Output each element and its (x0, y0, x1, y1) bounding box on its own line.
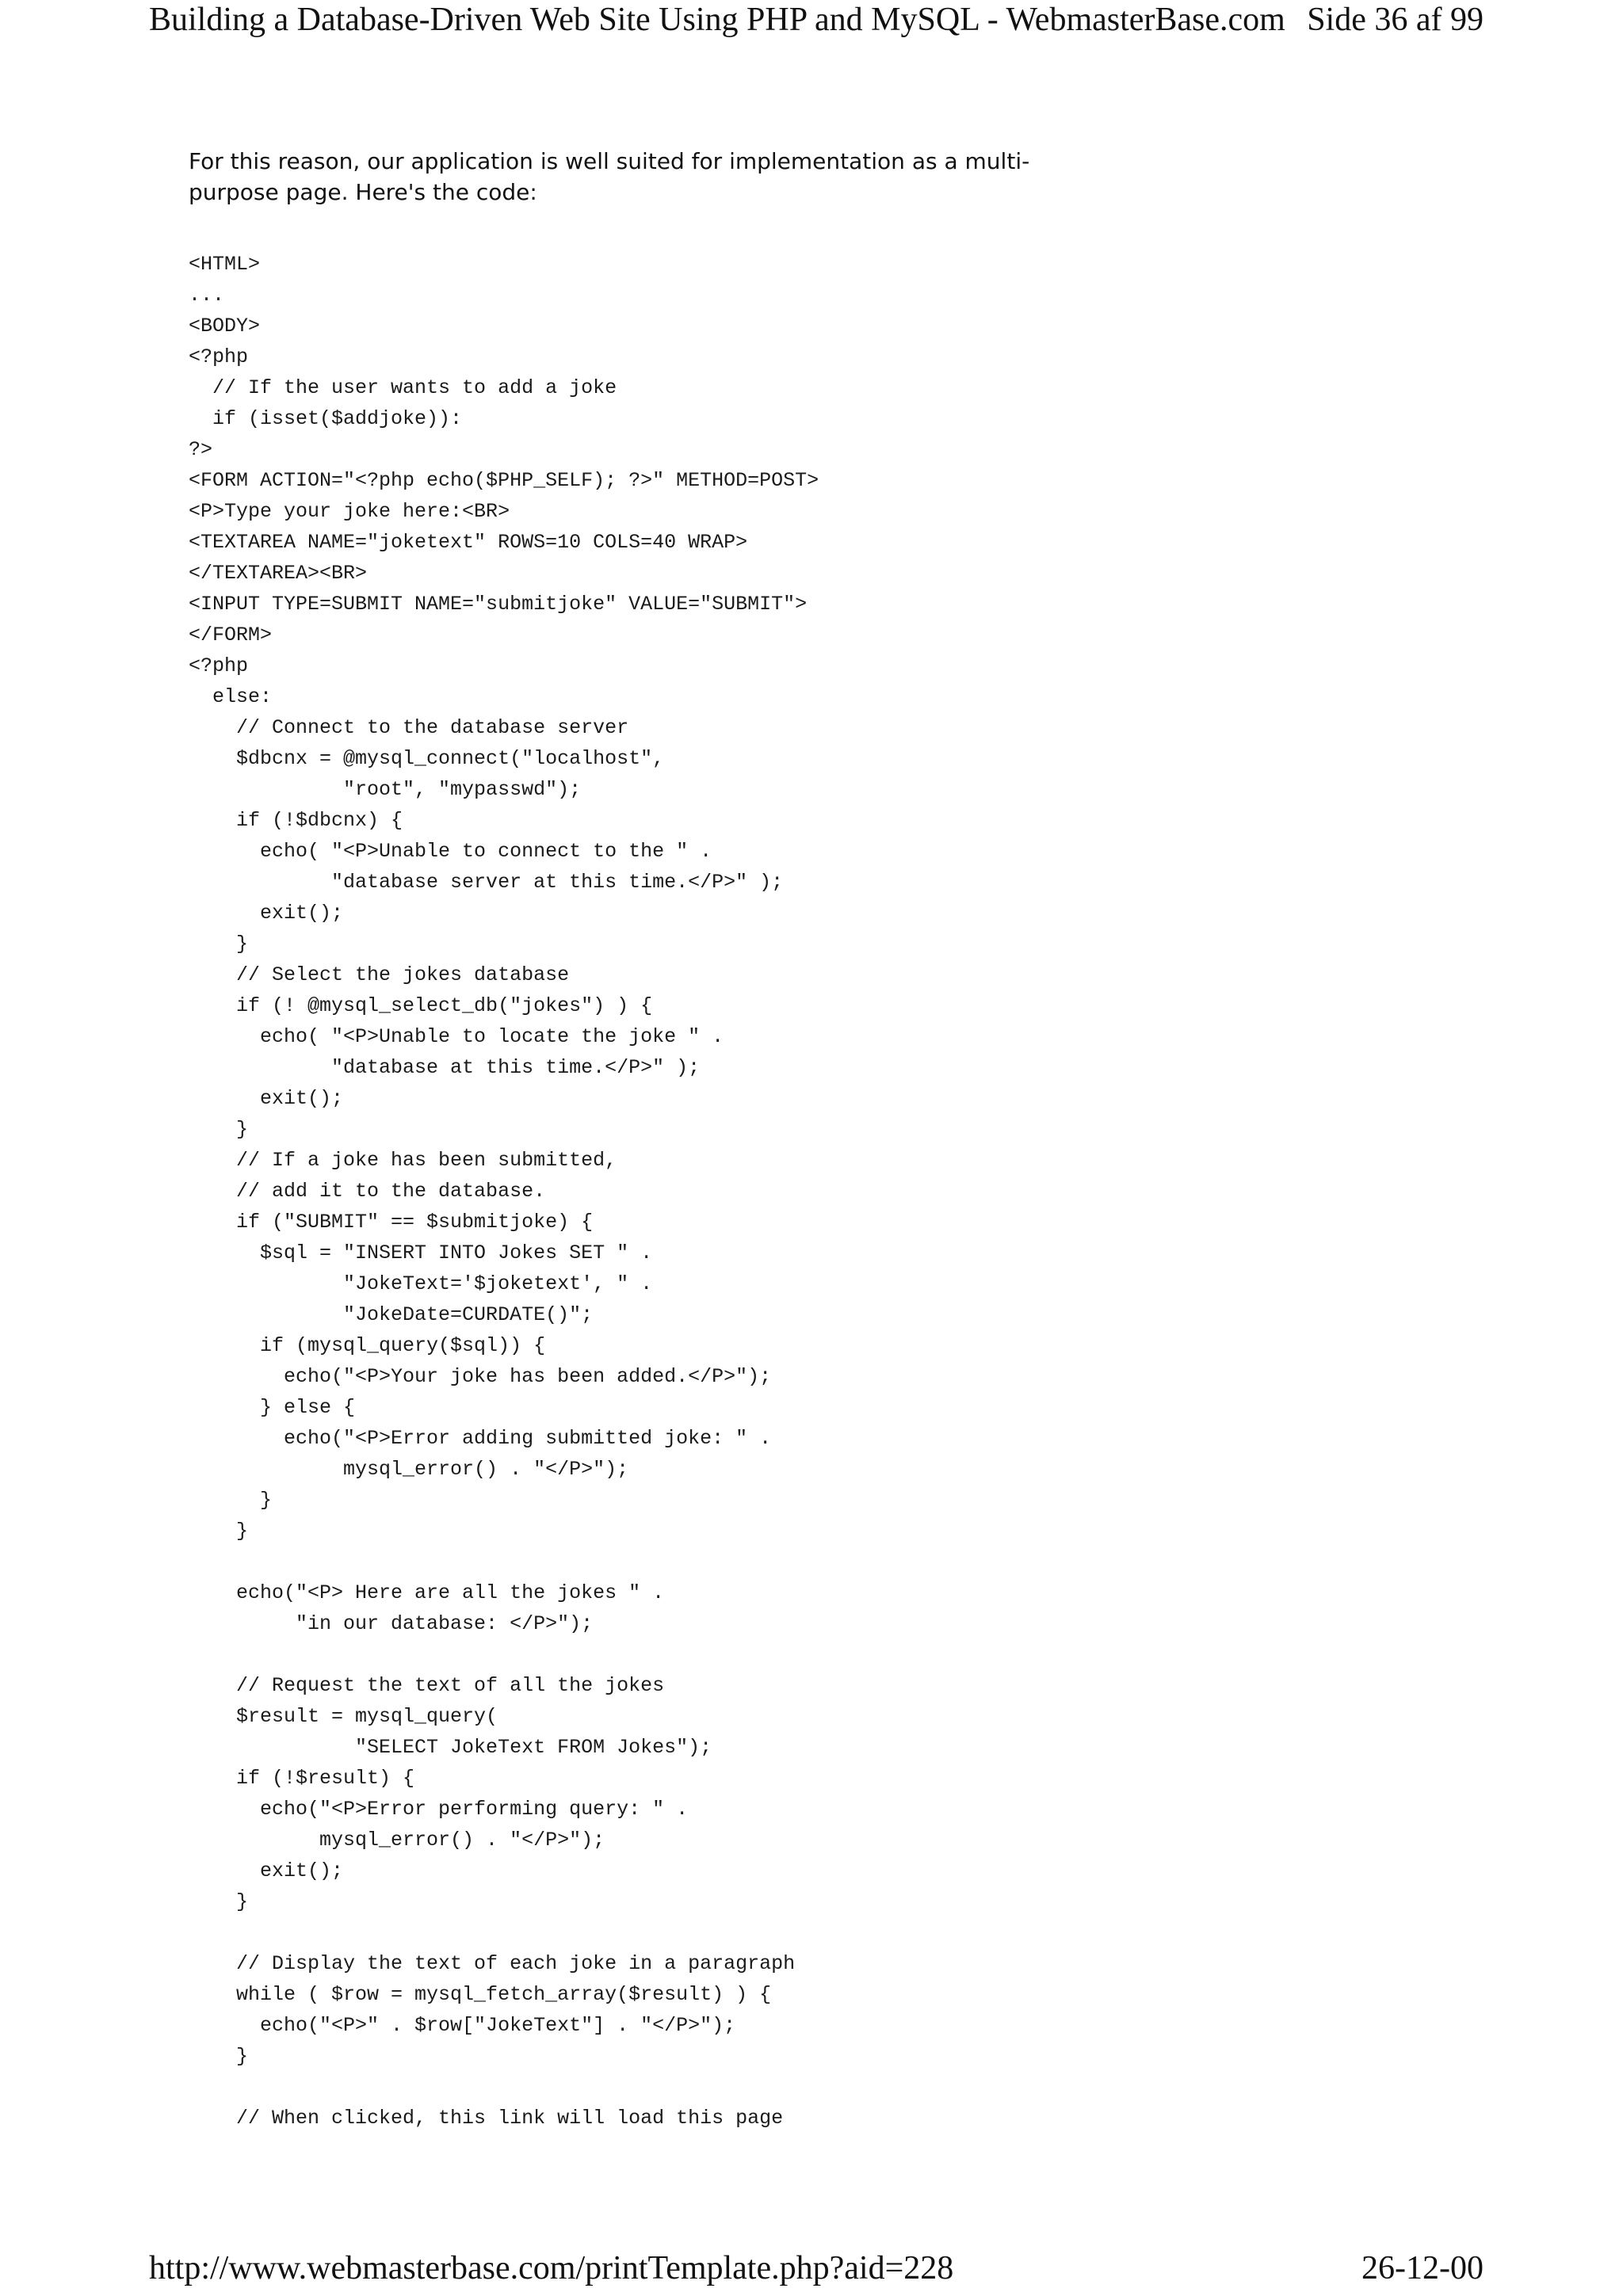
code-line: // Request the text of all the jokes (189, 1674, 665, 1697)
code-line: ?> (189, 438, 213, 461)
code-line (189, 2072, 1377, 2103)
code-line: mysql_error() . "</P>"); (189, 1458, 629, 1481)
code-line: mysql_error() . "</P>"); (189, 1829, 605, 1852)
code-line: <INPUT TYPE=SUBMIT NAME="submitjoke" VALUE="SUBMIT"> (189, 593, 808, 616)
code-line: else: (189, 685, 273, 708)
code-line: if (! @mysql_select_db("jokes") ) { (189, 994, 653, 1017)
code-line: // Select the jokes database (189, 963, 570, 986)
code-line: "JokeDate=CURDATE()"; (189, 1303, 594, 1326)
code-line: if (!$result) { (189, 1767, 415, 1790)
code-line: while ( $row = mysql_fetch_array($result) ) { (189, 1983, 772, 2006)
code-line: } (189, 1520, 249, 1543)
code-line: exit(); (189, 902, 344, 925)
print-date: 26-12-00 (1361, 2250, 1484, 2286)
code-line: } (189, 1489, 273, 1512)
intro-line: For this reason, our application is well suited for implementation as a multi- (189, 148, 1030, 174)
code-line: // When clicked, this link will load this page (189, 2107, 784, 2130)
code-line: if (mysql_query($sql)) { (189, 1334, 546, 1357)
code-line: echo("<P>Error performing query: " . (189, 1798, 689, 1821)
code-line: // Connect to the database server (189, 716, 629, 739)
code-line: } (189, 1118, 249, 1141)
code-line: <P>Type your joke here:<BR> (189, 500, 510, 523)
code-line: if (!$dbcnx) { (189, 809, 403, 832)
code-line: } (189, 933, 249, 955)
code-line: exit(); (189, 1859, 344, 1882)
code-line: // If the user wants to add a joke (189, 376, 617, 399)
code-line: exit(); (189, 1087, 344, 1110)
page-indicator: Side 36 af 99 (1307, 2, 1484, 38)
code-line: <TEXTAREA NAME="joketext" ROWS=10 COLS=40 WRAP> (189, 531, 748, 554)
code-line: if (isset($addjoke)): (189, 407, 463, 430)
code-line: "JokeText='$joketext', " . (189, 1272, 653, 1295)
code-line: $result = mysql_query( (189, 1705, 498, 1728)
code-line: echo( "<P>Unable to connect to the " . (189, 840, 712, 863)
intro-paragraph (189, 146, 1076, 208)
code-line (189, 1547, 1377, 1577)
code-line: <?php (189, 654, 249, 677)
page-footer (149, 2248, 1484, 2288)
page-header (149, 0, 1484, 40)
code-line: "database at this time.</P>" ); (189, 1056, 701, 1079)
code-line: // Display the text of each joke in a paragraph (189, 1952, 796, 1975)
code-line: $dbcnx = @mysql_connect("localhost", (189, 747, 665, 770)
code-line: <FORM ACTION="<?php echo($PHP_SELF); ?>" METHOD=POST> (189, 469, 819, 492)
code-listing (189, 249, 1377, 2134)
code-line: "SELECT JokeText FROM Jokes"); (189, 1736, 712, 1759)
code-line: if ("SUBMIT" == $submitjoke) { (189, 1211, 594, 1234)
code-line: echo("<P>Error adding submitted joke: " . (189, 1427, 772, 1450)
code-line: <BODY> (189, 315, 261, 338)
code-line: echo("<P> Here are all the jokes " . (189, 1581, 665, 1604)
code-line: echo( "<P>Unable to locate the joke " . (189, 1025, 724, 1048)
code-line: "database server at this time.</P>" ); (189, 871, 784, 894)
code-line: <?php (189, 345, 249, 368)
code-line: // add it to the database. (189, 1180, 546, 1203)
source-url[interactable]: http://www.webmasterbase.com/printTemplate.php?aid=228 (149, 2250, 954, 2286)
code-line: "in our database: </P>"); (189, 1612, 594, 1635)
code-line (189, 1639, 1377, 1670)
code-line: ... (189, 284, 225, 307)
code-line: $sql = "INSERT INTO Jokes SET " . (189, 1241, 653, 1264)
code-line: } else { (189, 1396, 356, 1419)
code-line (189, 1917, 1377, 1948)
code-line: </FORM> (189, 624, 273, 646)
code-line: echo("<P>" . $row["JokeText"] . "</P>"); (189, 2014, 736, 2037)
code-line: echo("<P>Your joke has been added.</P>"); (189, 1365, 772, 1388)
code-line: </TEXTAREA><BR> (189, 562, 368, 585)
intro-line: purpose page. Here's the code: (189, 179, 537, 205)
code-line: // If a joke has been submitted, (189, 1149, 617, 1172)
code-line: } (189, 1890, 249, 1913)
code-line: <HTML> (189, 253, 261, 276)
code-line: "root", "mypasswd"); (189, 778, 582, 801)
code-line: } (189, 2045, 249, 2068)
document-title: Building a Database-Driven Web Site Using PHP and MySQL - WebmasterBase.com (149, 2, 1285, 38)
